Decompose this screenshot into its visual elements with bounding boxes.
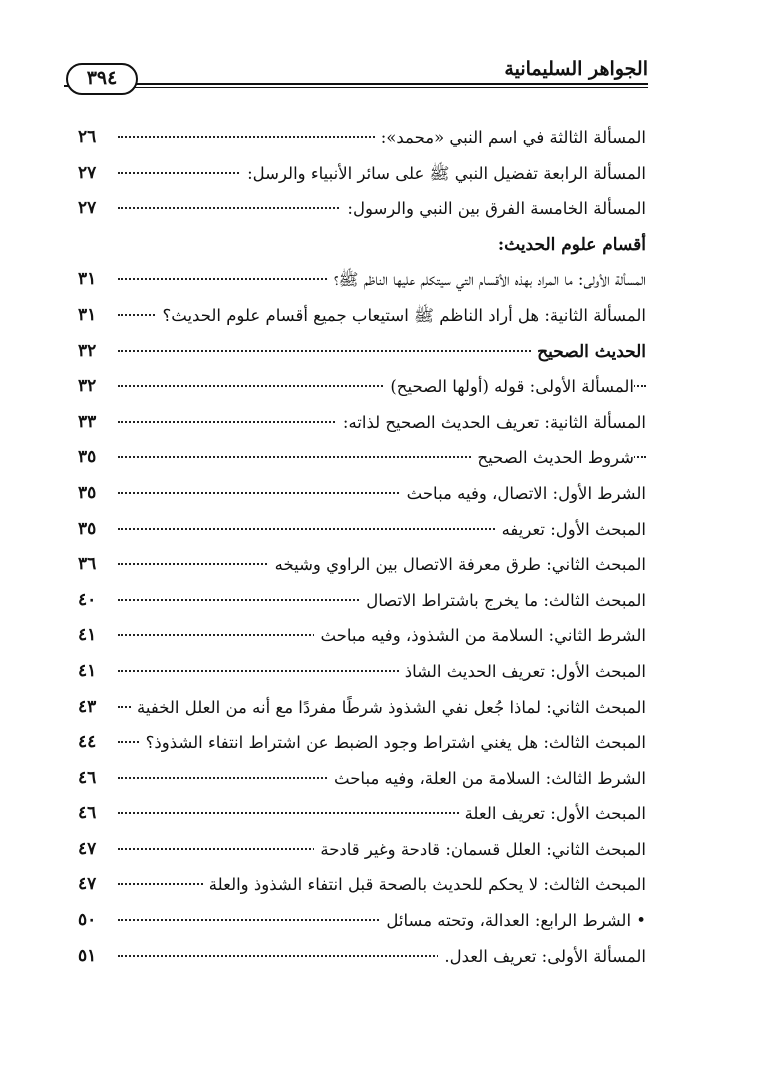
- toc-entry: [78, 692, 646, 728]
- page-number: ٣٩٤: [66, 63, 138, 95]
- toc-entry-page: ٤٧: [78, 839, 118, 859]
- toc-entry-title: المبحث الأول: تعريفه: [496, 520, 646, 539]
- toc-entry-title: الشرط الأول: الاتصال، وفيه مباحث: [401, 484, 646, 503]
- header-rule-thin: [134, 87, 648, 88]
- toc-entry-title: المسألة الأولى: تعريف العدل.: [438, 947, 646, 966]
- toc-entry: [78, 869, 646, 905]
- toc-entry-page: ٤٣: [78, 697, 118, 717]
- toc-entry-title: المبحث الثالث: لا يحكم للحديث بالصحة قبل انتفاء الشذوذ والعلة: [203, 875, 646, 894]
- toc-entry: [78, 158, 646, 194]
- toc-entry: [78, 264, 646, 300]
- toc-entry: [78, 549, 646, 585]
- toc-entry-title: الشرط الثالث: السلامة من العلة، وفيه مباحث: [328, 769, 646, 788]
- toc-entry-page: ٣١: [78, 305, 118, 325]
- toc-entry-title: المسألة الخامسة الفرق بين النبي والرسول:: [341, 199, 646, 218]
- toc-entry-title: المبحث الثاني: طرق معرفة الاتصال بين الراوي وشيخه: [269, 555, 646, 574]
- toc-entry-page: ٢٦: [78, 127, 118, 147]
- toc-entry-title: المسألة الرابعة تفضيل النبي ﷺ على سائر الأنبياء والرسل:: [241, 164, 646, 188]
- toc-entry-page: ٤٦: [78, 803, 118, 823]
- toc-entry-page: ٤٠: [78, 590, 118, 610]
- toc-entry-page: ٤١: [78, 625, 118, 645]
- toc-entry-title: الشرط الثاني: السلامة من الشذوذ، وفيه مباحث: [314, 626, 646, 645]
- toc-entry-page: ٤٦: [78, 768, 118, 788]
- toc-entry: [78, 300, 646, 336]
- toc-entry: [78, 798, 646, 834]
- toc-entry-title: المبحث الأول: تعريف العلة: [459, 804, 646, 823]
- toc-entry: [78, 442, 646, 478]
- toc-entry-title: المبحث الثالث: هل يغني اشتراط وجود الضبط عن اشتراط انتفاء الشذوذ؟: [140, 733, 646, 752]
- toc-entry: [78, 193, 646, 229]
- toc-entry: [78, 585, 646, 621]
- toc-entry: [78, 763, 646, 799]
- toc-entry-page: ٤٤: [78, 732, 118, 752]
- toc-entry: [78, 478, 646, 514]
- toc-entry: [78, 905, 646, 941]
- toc-entry: [78, 727, 646, 763]
- toc-entry-title: المبحث الأول: تعريف الحديث الشاذ: [399, 662, 646, 681]
- toc-entry-page: ٣٥: [78, 519, 118, 539]
- toc-section-heading: [78, 336, 646, 372]
- toc-entry: [78, 656, 646, 692]
- table-of-contents: [78, 122, 646, 976]
- toc-entry: [78, 514, 646, 550]
- toc-entry-page: ٣٦: [78, 554, 118, 574]
- header-rule: [134, 83, 648, 85]
- toc-entry-page: ٣٥: [78, 483, 118, 503]
- toc-entry-title: المبحث الثالث: ما يخرج باشتراط الاتصال: [360, 591, 646, 610]
- toc-entry: [78, 371, 646, 407]
- book-title: الجواهر السليمانية: [504, 58, 648, 80]
- toc-entry-title: • الشرط الرابع: العدالة، وتحته مسائل: [380, 911, 646, 930]
- toc-entry-title: المسألة الأولى: ما المراد بهذه الأقسام التي سيتكلم عليها الناظم ﷺ؟: [328, 270, 646, 294]
- toc-heading-title: أقسام علوم الحديث:: [492, 235, 646, 255]
- toc-entry-title: شروط الحديث الصحيح: [471, 448, 634, 467]
- toc-entry-title: المسألة الأولى: قوله (أولها الصحيح): [384, 377, 634, 396]
- toc-entry-page: ٢٧: [78, 163, 118, 183]
- toc-section-heading: [78, 229, 646, 265]
- toc-entry-page: ٣٥: [78, 447, 118, 467]
- toc-entry: [78, 941, 646, 977]
- toc-entry-title: المبحث الثاني: لماذا جُعل نفي الشذوذ شرطًا مفردًا مع أنه من العلل الخفية: [131, 698, 646, 717]
- page-header: [66, 50, 648, 98]
- toc-entry-page: ٣٣: [78, 412, 118, 432]
- toc-entry-page: ٣١: [78, 269, 118, 289]
- toc-entry-page: ٤١: [78, 661, 118, 681]
- toc-entry-page: ٤٧: [78, 874, 118, 894]
- toc-entry-title: المسألة الثانية: تعريف الحديث الصحيح لذاته:: [337, 413, 646, 432]
- toc-entry: [78, 407, 646, 443]
- toc-entry: [78, 122, 646, 158]
- toc-entry-title: المسألة الثانية: هل أراد الناظم ﷺ استيعاب جميع أقسام علوم الحديث؟: [156, 306, 646, 330]
- toc-entry: [78, 620, 646, 656]
- toc-entry-page: ٢٧: [78, 198, 118, 218]
- toc-entry-title: المسألة الثالثة في اسم النبي «محمد»:: [375, 128, 646, 147]
- toc-entry-page: ٥١: [78, 946, 118, 966]
- toc-entry-title: المبحث الثاني: العلل قسمان: قادحة وغير قادحة: [314, 840, 646, 859]
- toc-entry-page: ٣٢: [78, 341, 118, 361]
- toc-entry-page: ٥٠: [78, 910, 118, 930]
- toc-heading-title: الحديث الصحيح: [531, 342, 646, 362]
- toc-entry: [78, 834, 646, 870]
- toc-entry-page: ٣٢: [78, 376, 118, 396]
